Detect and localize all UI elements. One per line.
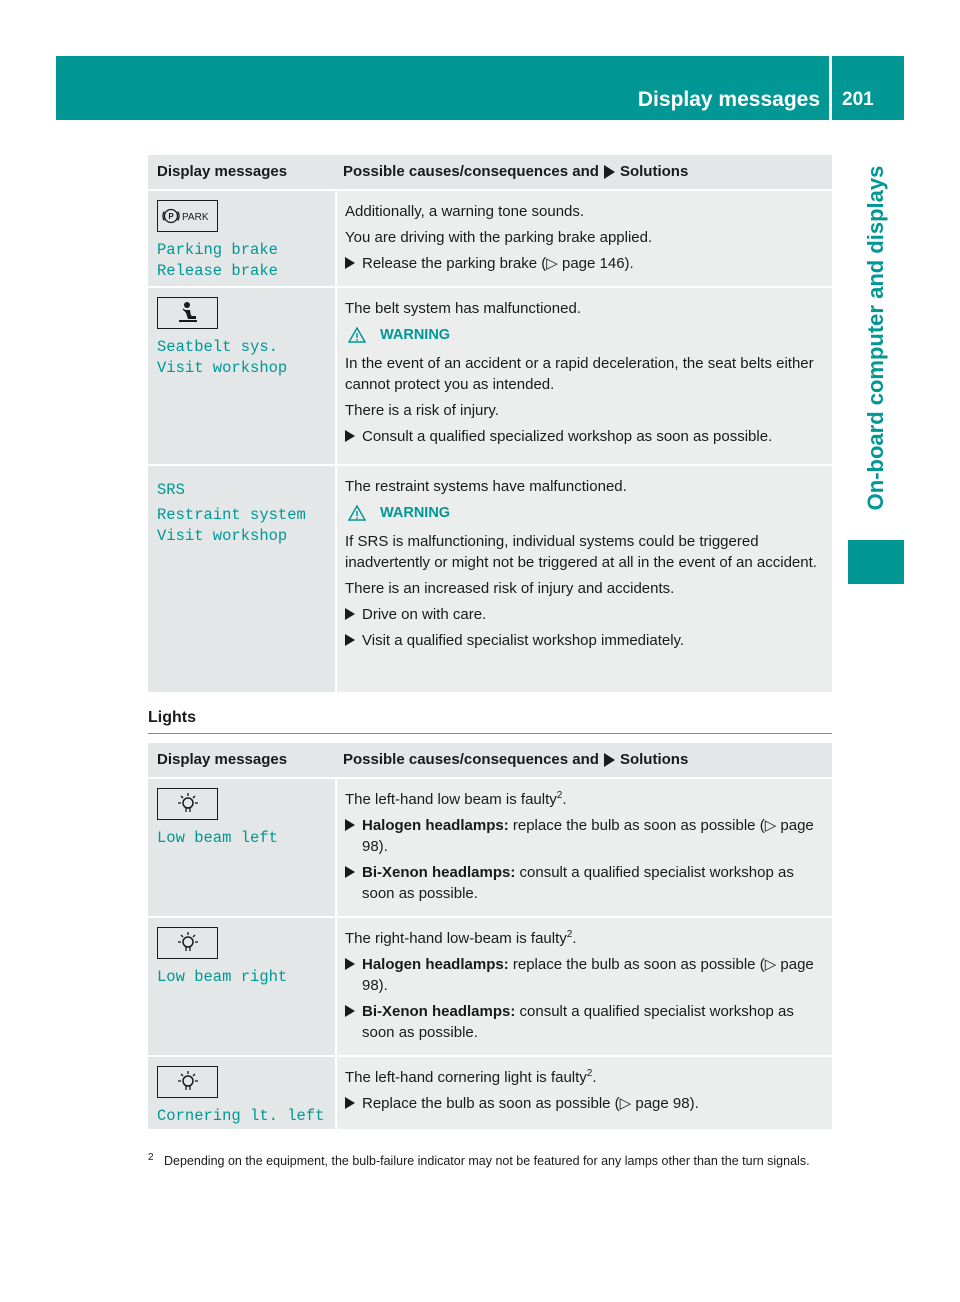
cause-text-body: The left-hand low beam is faulty — [345, 791, 557, 808]
footnote-ref: 2 — [566, 929, 573, 940]
footnote-text: Depending on the equipment, the bulb-failure indicator may not be featured for any lamps other than the turn signals. — [164, 1154, 810, 1168]
col-causes-solutions — [335, 743, 832, 777]
action-arrow-icon — [345, 608, 355, 620]
col-display-messages: Display messages — [157, 751, 288, 768]
display-text-line: SRS — [157, 481, 185, 499]
table-row — [148, 288, 832, 466]
cause-text: The left-hand low beam is faulty$^2$. — [345, 790, 567, 808]
page-section-title: Display messages — [637, 88, 820, 111]
svg-text:P: P — [167, 212, 174, 221]
action-arrow-icon — [345, 1005, 355, 1017]
chapter-tab-label: On-board computer and displays — [863, 165, 888, 511]
display-messages-table — [148, 155, 832, 694]
action-arrow-icon — [345, 1097, 355, 1109]
action-step — [345, 954, 828, 996]
table-row — [148, 1057, 832, 1131]
display-text-line: Low beam right — [157, 968, 288, 986]
action-arrow-icon — [604, 165, 615, 179]
warning-triangle-icon — [348, 505, 366, 521]
action-label: Halogen headlamps: — [362, 956, 509, 973]
footnote-ref: 2 — [556, 790, 563, 801]
action-step — [345, 604, 828, 625]
solution-cell — [335, 288, 832, 464]
table-row — [148, 779, 832, 918]
section-title-lights: Lights — [148, 709, 832, 734]
display-message-cell — [148, 288, 335, 464]
action-text: Release the parking brake (▷ page 146). — [362, 255, 634, 272]
display-text-line: Cornering lt. left — [157, 1107, 325, 1125]
action-label: Halogen headlamps: — [362, 817, 509, 834]
action-arrow-icon — [345, 257, 355, 269]
action-text: consult a qualified specialist workshop as soon as possible. — [362, 1003, 794, 1041]
solution-cell — [335, 1057, 832, 1129]
table-row — [148, 191, 832, 288]
display-text-line: Release brake — [157, 262, 278, 280]
footnote-mark: 2 — [148, 1152, 154, 1163]
cause-text-body: The right-hand low-beam is faulty — [345, 930, 567, 947]
action-step — [345, 253, 828, 274]
bulb-icon — [157, 927, 218, 959]
header-divider — [829, 56, 832, 120]
cause-text-body: The left-hand cornering light is faulty — [345, 1069, 587, 1086]
action-arrow-icon — [345, 634, 355, 646]
action-step — [345, 1001, 828, 1043]
action-text: consult a qualified specialist workshop as soon as possible. — [362, 864, 794, 902]
action-arrow-icon — [345, 866, 355, 878]
warning-text: There is a risk of injury. — [345, 402, 499, 419]
cause-text: Additionally, a warning tone sounds. — [345, 203, 585, 220]
action-arrow-icon — [345, 430, 355, 442]
display-text-line: Seatbelt sys. — [157, 338, 278, 356]
solution-cell — [335, 918, 832, 1055]
action-text: Visit a qualified specialist workshop immediately. — [362, 632, 685, 649]
footnote — [150, 1153, 830, 1169]
warning-heading — [348, 325, 828, 345]
warning-label: WARNING — [380, 327, 451, 343]
display-message-cell — [148, 466, 335, 692]
action-text: Drive on with care. — [362, 606, 487, 623]
action-label: Bi-Xenon headlamps: — [362, 1003, 516, 1020]
solution-cell — [335, 779, 832, 916]
table-row — [148, 918, 832, 1057]
cause-text: The belt system has malfunctioned. — [345, 300, 581, 317]
cause-text: The left-hand cornering light is faulty$^2$. — [345, 1068, 597, 1086]
cause-text: You are driving with the parking brake applied. — [345, 229, 653, 246]
display-message-cell — [148, 918, 335, 1055]
page-number: 201 — [842, 89, 874, 110]
warning-triangle-icon — [348, 327, 366, 343]
action-arrow-icon — [345, 958, 355, 970]
display-text-line: Visit workshop — [157, 359, 288, 377]
action-step — [345, 815, 828, 857]
display-message-cell — [148, 1057, 335, 1129]
warning-text: In the event of an accident or a rapid deceleration, the seat belts either cannot protect you as intended. — [345, 355, 814, 393]
action-label: Bi-Xenon headlamps: — [362, 864, 516, 881]
action-text: replace the bulb as soon as possible (▷ page 98). — [362, 817, 814, 855]
warning-label: WARNING — [380, 505, 451, 521]
warning-text: There is an increased risk of injury and accidents. — [345, 580, 675, 597]
col-display-messages: Display messages — [157, 163, 288, 180]
action-text: replace the bulb as soon as possible (▷ page 98). — [362, 956, 814, 994]
footnote-ref: 2 — [586, 1068, 593, 1079]
bulb-icon — [157, 1066, 218, 1098]
action-step — [345, 630, 828, 651]
action-step — [345, 862, 828, 904]
action-step — [345, 1093, 828, 1114]
col-solutions-label: Solutions — [619, 163, 689, 180]
table-header — [148, 155, 832, 191]
bulb-icon — [157, 788, 218, 820]
solution-cell — [335, 466, 832, 692]
col-solutions-label: Solutions — [619, 751, 689, 768]
action-text: Consult a qualified specialized workshop as soon as possible. — [362, 428, 773, 445]
lights-messages-table — [148, 743, 832, 1131]
cause-text: The right-hand low-beam is faulty$^2$. — [345, 929, 577, 947]
col-causes-label: Possible causes/consequences and — [343, 751, 599, 768]
warning-heading — [348, 503, 828, 523]
seatbelt-icon — [157, 297, 218, 329]
warning-text: If SRS is malfunctioning, individual systems could be triggered inadvertently or might not be triggered at all in the event of an accident. — [345, 533, 817, 571]
display-message-cell — [148, 779, 335, 916]
action-step — [345, 426, 828, 447]
table-header — [148, 743, 832, 779]
action-text: Replace the bulb as soon as possible (▷ page 98). — [362, 1095, 699, 1112]
solution-cell — [335, 191, 832, 286]
table-row — [148, 466, 832, 694]
parking-brake-icon-text: PARK — [181, 212, 208, 223]
display-text-line: Visit workshop — [157, 527, 288, 545]
cause-text: The restraint systems have malfunctioned. — [345, 478, 627, 495]
action-arrow-icon — [604, 753, 615, 767]
display-text-line: Restraint system — [157, 506, 306, 524]
display-message-cell — [148, 191, 335, 286]
col-causes-label: Possible causes/consequences and — [343, 163, 599, 180]
col-causes-solutions — [335, 155, 832, 189]
display-text-line: Parking brake — [157, 241, 278, 259]
chapter-tab-marker — [848, 540, 904, 584]
action-arrow-icon — [345, 819, 355, 831]
parking-brake-icon — [157, 200, 218, 232]
display-text-line: Low beam left — [157, 829, 278, 847]
